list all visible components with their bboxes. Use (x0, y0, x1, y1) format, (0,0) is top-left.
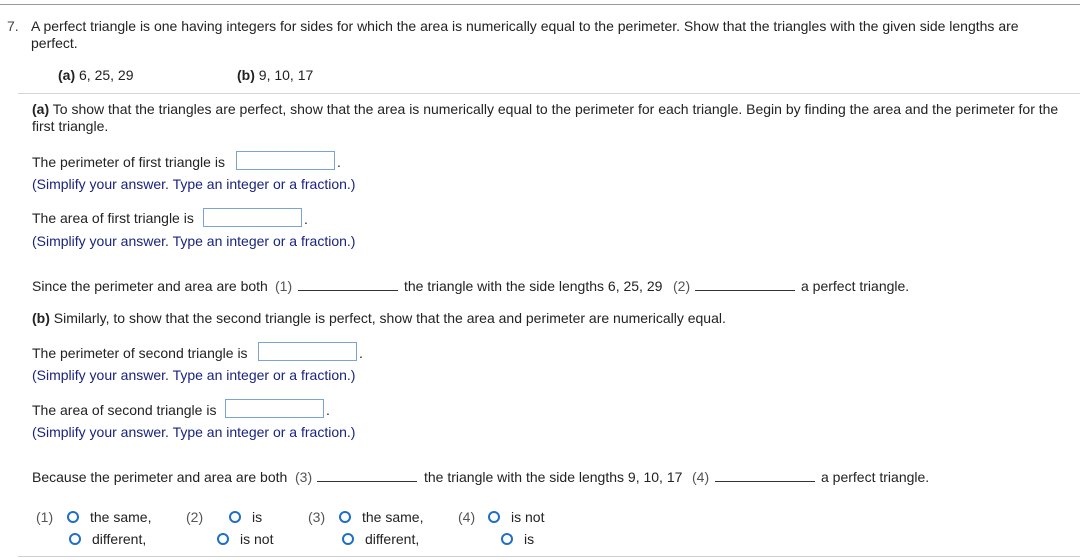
part-a-given (58, 67, 134, 84)
perimeter-b-input[interactable] (258, 342, 357, 361)
part-a-sides: 6, 25, 29 (79, 67, 134, 83)
choice-group1-option1-label: the same, (90, 509, 152, 525)
choice-group4-option1-label: is not (511, 509, 545, 525)
part-b-label: (b) (237, 67, 255, 83)
bottom-divider (18, 556, 1080, 557)
radio-group1-option1[interactable] (67, 511, 79, 523)
part-b-sides: 9, 10, 17 (258, 67, 314, 83)
choice-group1-label: (1) (36, 509, 54, 525)
area-b-prompt: The area of second triangle is (32, 402, 217, 418)
blank3-label: (3) (295, 469, 313, 485)
blank2-label: (2) (673, 278, 691, 294)
choice-group3-label: (3) (308, 509, 326, 525)
blank4-label: (4) (692, 469, 710, 485)
period: . (304, 211, 308, 227)
conclusion-b-text1: Because the perimeter and area are both (32, 469, 288, 485)
section-b-intro (32, 310, 726, 327)
area-b-hint: (Simplify your answer. Type an integer or a fraction.) (32, 424, 356, 440)
perimeter-a-hint: (Simplify your answer. Type an integer or a fraction.) (32, 176, 356, 192)
choice-group4-option2-label: is (524, 531, 535, 547)
choice-group3-option2-label: different, (365, 531, 420, 547)
choice-group2-option1-label: is (252, 509, 263, 525)
section-a-intro-text: To show that the triangles are perfect, show that the area is numerically equal to the perimeter for each triangle. Begin by finding the area and the perimeter for the first triangle. (32, 101, 1059, 134)
area-b-input[interactable] (225, 399, 324, 418)
perimeter-b-prompt: The perimeter of second triangle is (32, 345, 248, 361)
radio-group3-option2[interactable] (342, 533, 354, 545)
conclusion-a-text1: Since the perimeter and area are both (32, 278, 268, 294)
section-b-intro-text: Similarly, to show that the second triangle is perfect, show that the area and perimeter are numerically equal. (53, 310, 726, 326)
period: . (337, 154, 341, 170)
top-divider (0, 4, 1080, 5)
radio-group4-option2[interactable] (501, 533, 513, 545)
section-a-intro (32, 101, 1067, 135)
period: . (359, 345, 363, 361)
blank1-line[interactable] (298, 290, 398, 291)
radio-group3-option1[interactable] (339, 511, 351, 523)
perimeter-b-hint: (Simplify your answer. Type an integer or a fraction.) (32, 367, 356, 383)
conclusion-a-text2: the triangle with the side lengths 6, 25, 29 (404, 278, 663, 294)
conclusion-b-text3: a perfect triangle. (821, 469, 930, 485)
conclusion-a-text3: a perfect triangle. (801, 278, 910, 294)
radio-group4-option1[interactable] (488, 511, 500, 523)
conclusion-b-text2: the triangle with the side lengths 9, 10, 17 (424, 469, 683, 485)
question-number: 7. (7, 18, 19, 34)
period: . (326, 402, 330, 418)
blank2-line[interactable] (695, 290, 795, 291)
area-a-input[interactable] (203, 208, 302, 227)
area-a-prompt: The area of first triangle is (32, 210, 194, 226)
perimeter-a-prompt: The perimeter of first triangle is (32, 154, 225, 170)
part-b-given (237, 67, 313, 84)
radio-group2-option1[interactable] (229, 511, 241, 523)
blank1-label: (1) (275, 278, 293, 294)
part-a-label: (a) (58, 67, 76, 83)
radio-group1-option2[interactable] (69, 533, 81, 545)
choice-group1-option2-label: different, (92, 531, 147, 547)
perimeter-a-input[interactable] (236, 151, 335, 170)
question-prompt: A perfect triangle is one having integers for sides for which the area is numerically equal to the perimeter. Show that the triangles with the given side lengths are perfect. (31, 18, 1019, 51)
section-b-label: (b) (32, 310, 50, 326)
blank3-line[interactable] (317, 481, 417, 482)
choice-group2-option2-label: is not (240, 531, 274, 547)
choice-group3-option1-label: the same, (362, 509, 424, 525)
area-a-hint: (Simplify your answer. Type an integer or a fraction.) (32, 233, 356, 249)
section-a-label: (a) (32, 101, 50, 117)
choice-group4-label: (4) (458, 509, 476, 525)
radio-group2-option2[interactable] (217, 533, 229, 545)
blank4-line[interactable] (715, 481, 815, 482)
section-divider (18, 93, 1080, 94)
choice-group2-label: (2) (186, 509, 204, 525)
